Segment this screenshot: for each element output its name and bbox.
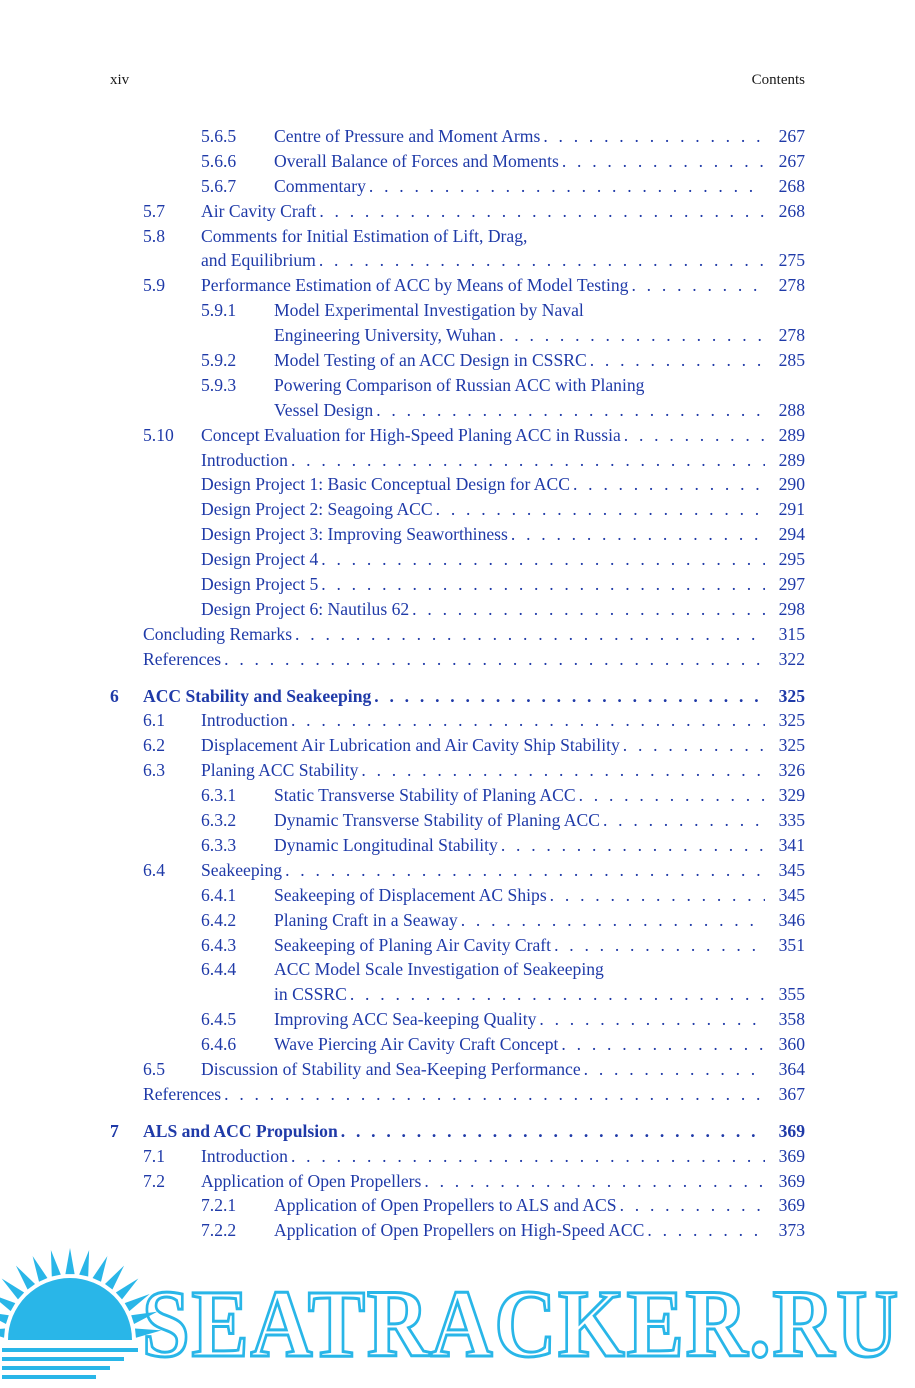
toc-entry[interactable]	[110, 684, 805, 709]
dot-leader	[623, 733, 765, 758]
toc-entry-page: 358	[778, 1009, 805, 1030]
wave-line	[2, 1348, 138, 1352]
toc-entry-page: 329	[778, 785, 805, 806]
toc-entry[interactable]	[110, 373, 805, 398]
toc-entry-title	[201, 733, 765, 758]
toc-entry-page: 325	[778, 735, 805, 756]
toc-entry-title	[274, 373, 765, 398]
dot-leader	[321, 547, 765, 572]
toc-entry-title-text: Model Experimental Investigation by Naval	[274, 300, 584, 321]
toc-entry[interactable]	[110, 708, 805, 733]
toc-entry[interactable]	[110, 398, 805, 423]
toc-entry-page: 369	[778, 1195, 805, 1216]
watermark-text: SEATRACKER.RU	[142, 1270, 900, 1377]
toc-entry-title	[201, 1169, 765, 1194]
toc-entry-page: 345	[778, 884, 805, 905]
toc-entry-page: 294	[778, 524, 805, 545]
toc-entry[interactable]	[110, 224, 805, 249]
dot-leader	[631, 273, 765, 298]
toc-entry-page: 325	[778, 685, 805, 706]
toc-entry-title	[201, 423, 765, 448]
toc-entry-number: 5.9.2	[201, 350, 237, 371]
toc-entry-title	[274, 124, 765, 149]
toc-entry-number: 6.4.6	[201, 1034, 237, 1055]
sun-ray	[105, 1266, 124, 1290]
toc-entry-title-text: Concept Evaluation for High-Speed Planing ACC in Russia	[201, 424, 621, 445]
dot-leader	[341, 1119, 765, 1144]
toc-entry-page: 341	[778, 834, 805, 855]
toc-entry[interactable]	[110, 174, 805, 199]
dot-leader	[603, 808, 765, 833]
toc-entry-title-text: Design Project 2: Seagoing ACC	[201, 499, 433, 520]
toc-entry-number: 6.4.1	[201, 884, 237, 905]
dot-leader	[501, 833, 765, 858]
toc-entry-title	[201, 547, 765, 572]
toc-entry[interactable]	[110, 783, 805, 808]
toc-entry[interactable]	[110, 622, 805, 647]
toc-entry-page: 267	[778, 150, 805, 171]
sun-ray	[51, 1250, 61, 1277]
toc-entry-title	[274, 1007, 765, 1032]
dot-leader	[436, 497, 765, 522]
toc-entry[interactable]	[110, 1082, 805, 1107]
toc-entry[interactable]	[110, 982, 805, 1007]
dot-leader	[224, 1082, 765, 1107]
dot-leader	[350, 982, 765, 1007]
toc-entry-title-text: Planing Craft in a Seaway	[274, 909, 458, 930]
toc-entry-page: 360	[778, 1034, 805, 1055]
dot-leader	[224, 647, 765, 672]
toc-entry-page: 291	[778, 499, 805, 520]
toc-entry-title-text: Introduction	[201, 710, 288, 731]
toc-entry-number: 5.9.3	[201, 374, 237, 395]
toc-entry-page: 369	[778, 1145, 805, 1166]
toc-entry-title-text: and Equilibrium	[201, 250, 316, 271]
dot-leader	[291, 708, 765, 733]
toc-entry-title-text: Design Project 6: Nautilus 62	[201, 598, 410, 619]
dot-leader	[620, 1193, 765, 1218]
toc-entry-number: 5.9	[143, 275, 165, 296]
toc-entry-page: 373	[778, 1220, 805, 1241]
toc-entry[interactable]	[110, 298, 805, 323]
toc-entry-title-text: Dynamic Longitudinal Stability	[274, 834, 498, 855]
toc-entry[interactable]	[110, 808, 805, 833]
toc-entry-title	[274, 174, 765, 199]
toc-entry-number: 7.1	[143, 1145, 165, 1166]
toc-entry-title-text: Comments for Initial Estimation of Lift, Drag,	[201, 225, 528, 246]
toc-entry-number: 5.10	[143, 424, 174, 445]
sun-ray	[0, 1312, 9, 1324]
wave-line	[2, 1375, 96, 1379]
toc-entry[interactable]	[110, 497, 805, 522]
dot-leader	[424, 1169, 765, 1194]
toc-entry-title-text: Air Cavity Craft	[201, 200, 317, 221]
toc-entry-page: 275	[778, 250, 805, 271]
toc-entry-title-text: References	[143, 1083, 222, 1104]
toc-entry-title-text: Design Project 3: Improving Seaworthiness	[201, 524, 508, 545]
toc-entry-number: 5.6.6	[201, 150, 237, 171]
toc-entry[interactable]	[110, 323, 805, 348]
toc-entry-page: 289	[778, 424, 805, 445]
toc-entry-title	[274, 398, 765, 423]
toc-entry-title	[201, 248, 765, 273]
toc-entry-number: 6.3.3	[201, 834, 237, 855]
toc-entry-number: 6.3.2	[201, 810, 237, 831]
toc-entry-number: 7	[110, 1120, 119, 1141]
dot-leader	[369, 174, 765, 199]
toc-entry-title-text: Concluding Remarks	[143, 623, 293, 644]
toc-entry-title	[201, 1144, 765, 1169]
toc-entry-title-text: Engineering University, Wuhan	[274, 325, 497, 346]
dot-leader	[361, 758, 765, 783]
sun-ray	[79, 1250, 89, 1277]
toc-entry-number: 6.4.4	[201, 959, 237, 980]
toc-entry-title	[143, 1119, 765, 1144]
toc-entry[interactable]	[110, 1218, 805, 1243]
toc-entry[interactable]	[110, 1193, 805, 1218]
toc-entry-number: 7.2.1	[201, 1195, 237, 1216]
toc-entry[interactable]	[110, 149, 805, 174]
dot-leader	[374, 684, 765, 709]
toc-entry-title	[201, 858, 765, 883]
toc-entry[interactable]	[110, 273, 805, 298]
toc-entry-number: 5.6.7	[201, 175, 237, 196]
toc-entry-title	[201, 708, 765, 733]
running-header-title: Contents	[751, 72, 805, 88]
toc-entry-title	[143, 647, 765, 672]
toc-entry[interactable]	[110, 124, 805, 149]
dot-leader	[295, 622, 765, 647]
wave-line	[2, 1357, 124, 1361]
toc-entry-title-text: Discussion of Stability and Sea-Keeping Performance	[201, 1058, 581, 1079]
toc-entry-title	[274, 783, 765, 808]
toc-entry[interactable]	[110, 1007, 805, 1032]
toc-entry[interactable]	[110, 758, 805, 783]
toc-entry-page: 267	[778, 126, 805, 146]
toc-entry-number: 6	[110, 685, 119, 706]
toc-entry[interactable]	[110, 1119, 805, 1144]
toc-entry-title	[143, 622, 765, 647]
toc-entry[interactable]	[110, 348, 805, 373]
toc-entry-title-text: Vessel Design	[274, 399, 374, 420]
toc-entry-title	[143, 684, 765, 709]
toc-entry-title	[201, 597, 765, 622]
toc-entry-title-text: Introduction	[201, 449, 288, 470]
toc-entry-number: 6.4.2	[201, 909, 237, 930]
toc-entry[interactable]	[110, 1032, 805, 1057]
toc-entry-number: 6.3.1	[201, 785, 237, 806]
toc-entry-title-text: Model Testing of an ACC Design in CSSRC	[274, 350, 587, 371]
dot-leader	[590, 348, 765, 373]
toc-entry-title	[274, 149, 765, 174]
toc-entry-title	[274, 1193, 765, 1218]
toc-entry-page: 367	[778, 1083, 805, 1104]
toc-entry-title-text: ACC Stability and Seakeeping	[143, 685, 372, 706]
dot-leader	[562, 149, 765, 174]
toc-entry-page: 326	[778, 760, 805, 781]
toc-entry-page: 278	[778, 275, 805, 296]
toc-entry-title-text: Seakeeping of Planing Air Cavity Craft	[274, 934, 552, 955]
toc-entry-title-text: ALS and ACC Propulsion	[143, 1120, 338, 1141]
toc-entry-number: 5.8	[143, 225, 165, 246]
toc-entry-page: 369	[778, 1120, 805, 1141]
toc-entry[interactable]	[110, 883, 805, 908]
toc-entry-number: 6.2	[143, 735, 165, 756]
toc-entry-number: 6.1	[143, 710, 165, 731]
toc-entry-title	[274, 808, 765, 833]
toc-entry-title-text: Application of Open Propellers on High-Speed ACC	[274, 1220, 645, 1241]
watermark	[0, 1248, 915, 1388]
toc-entry-title-text: Dynamic Transverse Stability of Planing ACC	[274, 810, 600, 831]
toc-entry-title	[274, 1032, 765, 1057]
toc-entry[interactable]	[110, 423, 805, 448]
toc-entry[interactable]	[110, 647, 805, 672]
toc-entry-title	[201, 572, 765, 597]
toc-entry-page: 268	[778, 200, 805, 221]
toc-entry-title	[274, 298, 765, 323]
sun-ray	[0, 1294, 15, 1311]
toc-entry-title-text: Application of Open Propellers to ALS and ACS	[274, 1195, 617, 1216]
toc-entry-number: 6.5	[143, 1058, 165, 1079]
toc-entry-title	[201, 273, 765, 298]
toc-entry[interactable]	[110, 448, 805, 473]
toc-entry-page: 325	[778, 710, 805, 731]
toc-entry-title-text: Design Project 5	[201, 574, 319, 595]
dot-leader	[285, 858, 765, 883]
toc-entry[interactable]	[110, 547, 805, 572]
toc-entry[interactable]	[110, 472, 805, 497]
toc-entry-page: 295	[778, 549, 805, 570]
wave-line	[2, 1366, 110, 1370]
toc-entry-page: 369	[778, 1170, 805, 1191]
toc-entry-number: 5.7	[143, 200, 165, 221]
dot-leader	[647, 1218, 765, 1243]
dot-leader	[499, 323, 765, 348]
toc-entry-title	[274, 908, 765, 933]
toc-entry-number: 7.2	[143, 1170, 165, 1191]
toc-entry[interactable]	[110, 858, 805, 883]
toc-entry-title-text: Wave Piercing Air Cavity Craft Concept	[274, 1034, 559, 1055]
toc-entry-page: 290	[778, 474, 805, 495]
toc-entry-number: 6.4.3	[201, 934, 237, 955]
toc-entry[interactable]	[110, 572, 805, 597]
dot-leader	[319, 248, 765, 273]
toc-entry-title	[201, 472, 765, 497]
toc-entry-title	[274, 323, 765, 348]
toc-entry-number: 7.2.2	[201, 1220, 237, 1241]
toc-entry-page: 346	[778, 909, 805, 930]
toc-entry-title-text: in CSSRC	[274, 984, 347, 1005]
dot-leader	[319, 199, 765, 224]
toc-entry-page: 268	[778, 175, 805, 196]
toc-entry-title	[274, 348, 765, 373]
toc-entry[interactable]	[110, 933, 805, 958]
toc-entry-number: 6.4	[143, 859, 165, 880]
toc-entry-number: 5.6.5	[201, 126, 237, 146]
toc-entry[interactable]	[110, 1144, 805, 1169]
toc-entry-title-text: Application of Open Propellers	[201, 1170, 422, 1191]
dot-leader	[321, 572, 765, 597]
toc-entry-title-text: Performance Estimation of ACC by Means of Model Testing	[201, 275, 629, 296]
toc-entry[interactable]	[110, 833, 805, 858]
dot-leader	[554, 933, 765, 958]
toc-entry[interactable]	[110, 733, 805, 758]
toc-entry-number: 5.9.1	[201, 300, 237, 321]
toc-entry-page: 297	[778, 574, 805, 595]
dot-leader	[573, 472, 765, 497]
toc-entry-title-text: Centre of Pressure and Moment Arms	[274, 126, 541, 146]
toc-entry-title-text: Overall Balance of Forces and Moments	[274, 150, 559, 171]
toc-entry-page: 345	[778, 859, 805, 880]
toc-entry-page: 364	[778, 1058, 805, 1079]
toc-entry-title	[274, 957, 765, 982]
toc-entry[interactable]	[110, 1057, 805, 1082]
dot-leader	[376, 398, 765, 423]
dot-leader	[539, 1007, 765, 1032]
toc-entry-page: 355	[778, 984, 805, 1005]
toc-entry-page: 288	[778, 399, 805, 420]
sun-ray	[16, 1266, 35, 1290]
toc-entry-title	[274, 982, 765, 1007]
toc-entry-title	[274, 883, 765, 908]
toc-entry[interactable]	[110, 199, 805, 224]
toc-entry-title-text: Design Project 4	[201, 549, 319, 570]
toc-entry[interactable]	[110, 597, 805, 622]
sun-ray	[116, 1278, 139, 1299]
toc-entry-title	[201, 448, 765, 473]
dot-leader	[584, 1057, 765, 1082]
toc-entry-title-text: Introduction	[201, 1145, 288, 1166]
toc-entry-title	[201, 522, 765, 547]
dot-leader	[624, 423, 765, 448]
toc-entry-title-text: Static Transverse Stability of Planing ACC	[274, 785, 576, 806]
dot-leader	[543, 124, 765, 149]
toc-entry-title	[201, 1057, 765, 1082]
toc-entry-title	[274, 1218, 765, 1243]
running-header-page-number: xiv	[110, 72, 130, 88]
toc-entry-page: 335	[778, 810, 805, 831]
toc-entry-title-text: Design Project 1: Basic Conceptual Design for ACC	[201, 474, 570, 495]
toc-entry-page: 298	[778, 598, 805, 619]
toc-entry[interactable]	[110, 522, 805, 547]
table-of-contents	[110, 124, 805, 1243]
toc-entry-page: 285	[778, 350, 805, 371]
sun-ray	[33, 1256, 48, 1282]
toc-entry-title	[201, 758, 765, 783]
toc-entry-title	[201, 497, 765, 522]
dot-leader	[561, 1032, 765, 1057]
toc-entry-page: 322	[778, 648, 805, 669]
toc-entry-page: 351	[778, 934, 805, 955]
toc-entry-title	[201, 199, 765, 224]
toc-entry-title-text: Powering Comparison of Russian ACC with Planing	[274, 374, 645, 395]
sun-ray	[2, 1278, 25, 1299]
toc-entry-page: 289	[778, 449, 805, 470]
toc-entry[interactable]	[110, 908, 805, 933]
sun-ray	[93, 1256, 108, 1282]
toc-entry-title	[143, 1082, 765, 1107]
toc-entry-page: 278	[778, 325, 805, 346]
toc-entry-title-text: ACC Model Scale Investigation of Seakeeping	[274, 959, 604, 980]
dot-leader	[579, 783, 765, 808]
sun-logo-icon	[0, 1248, 161, 1379]
toc-entry-title	[274, 933, 765, 958]
toc-entry-title	[274, 833, 765, 858]
toc-entry-title-text: Seakeeping of Displacement AC Ships	[274, 884, 547, 905]
toc-entry[interactable]	[110, 957, 805, 982]
toc-entry-title	[201, 224, 765, 249]
toc-entry-title-text: Improving ACC Sea-keeping Quality	[274, 1009, 537, 1030]
toc-entry-title-text: References	[143, 648, 222, 669]
toc-entry-title-text: Displacement Air Lubrication and Air Cavity Ship Stability	[201, 735, 620, 756]
dot-leader	[511, 522, 765, 547]
toc-entry-title-text: Commentary	[274, 175, 366, 196]
sun-ray	[65, 1248, 74, 1274]
toc-entry[interactable]	[110, 1169, 805, 1194]
dot-leader	[550, 883, 765, 908]
dot-leader	[291, 1144, 765, 1169]
toc-entry-title-text: Planing ACC Stability	[201, 760, 359, 781]
toc-entry[interactable]	[110, 248, 805, 273]
toc-entry-number: 6.4.5	[201, 1009, 237, 1030]
dot-leader	[461, 908, 765, 933]
toc-entry-page: 315	[778, 623, 805, 644]
sun-ray	[0, 1329, 5, 1338]
toc-entry-title-text: Seakeeping	[201, 859, 283, 880]
toc-entry-number: 6.3	[143, 760, 165, 781]
dot-leader	[412, 597, 765, 622]
dot-leader	[291, 448, 765, 473]
